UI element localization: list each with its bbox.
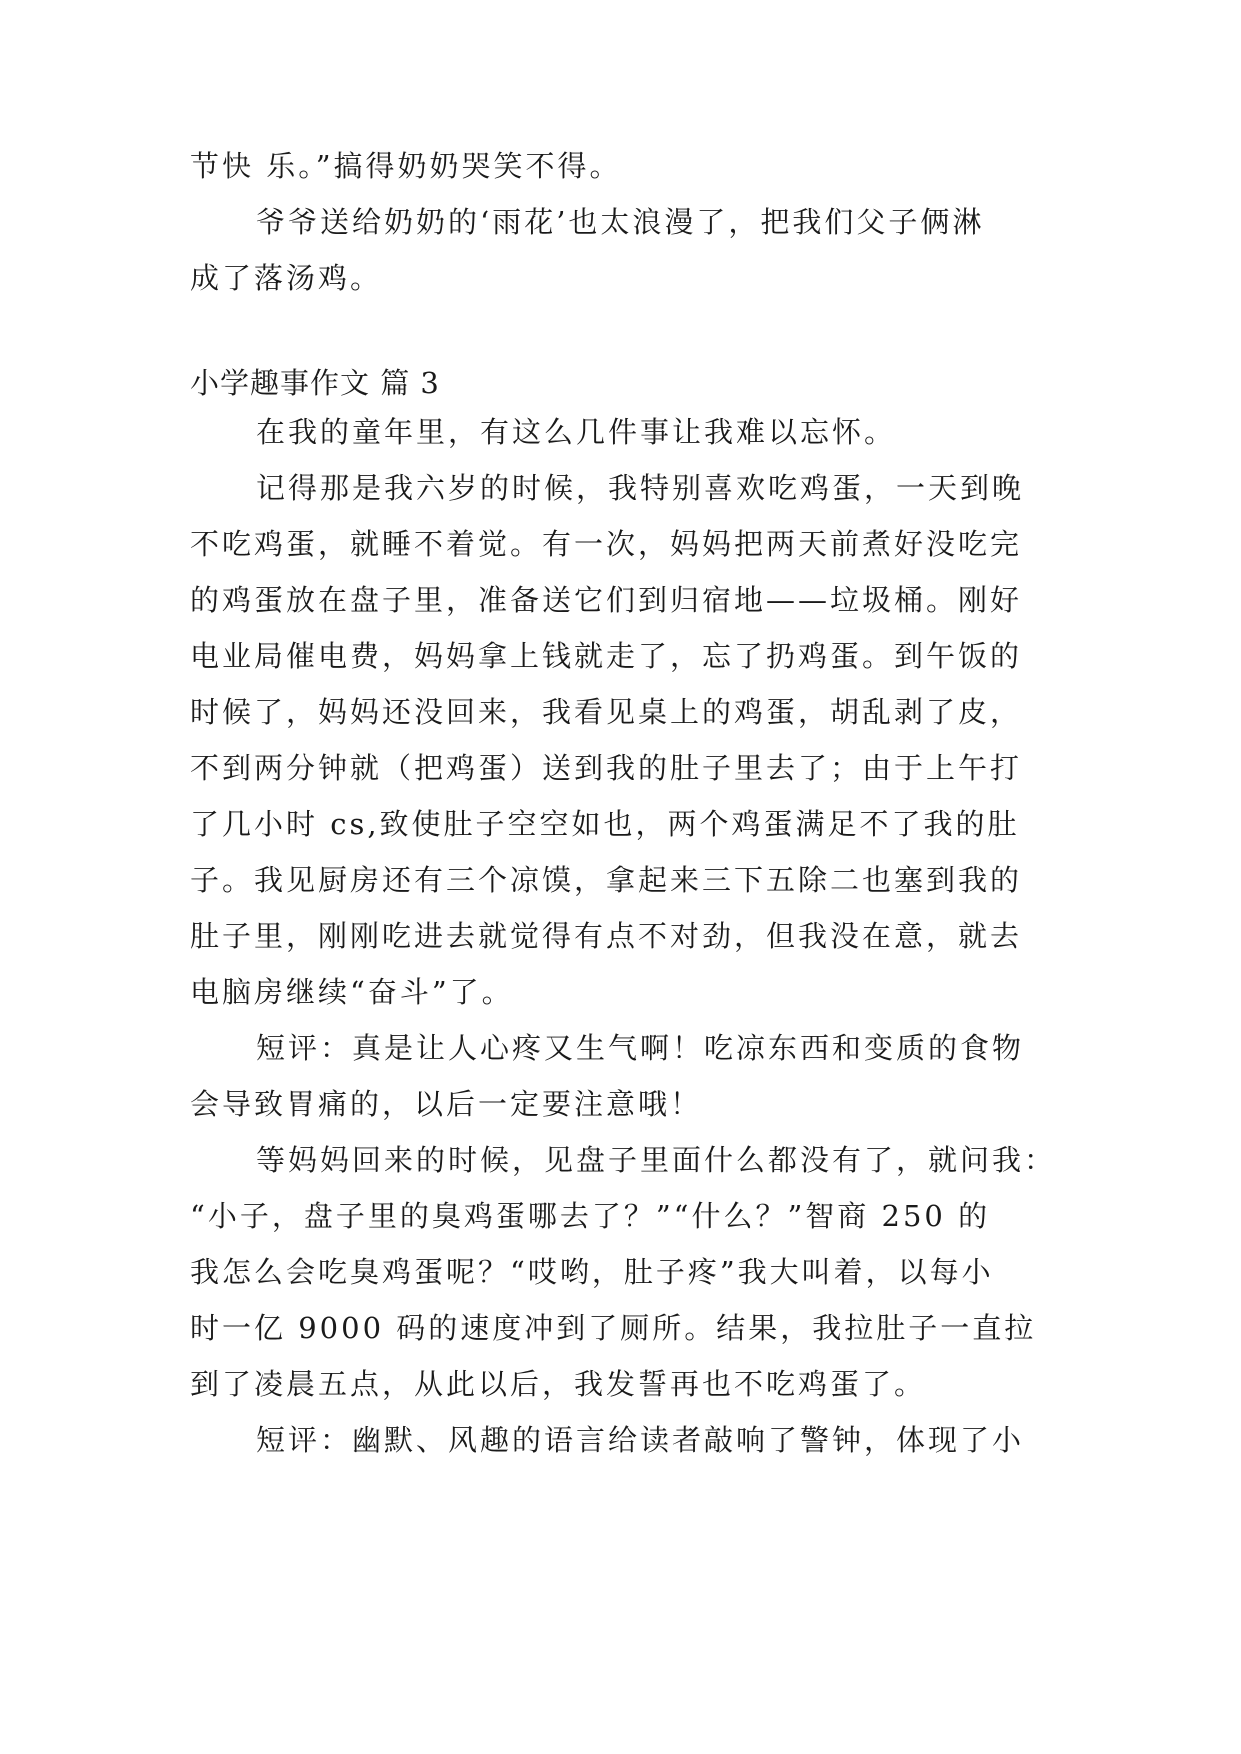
text-line-9: 电业局催电费，妈妈拿上钱就走了，忘了扔鸡蛋。到午饭的 xyxy=(190,639,1023,673)
text-line-3: 成了落汤鸡。 xyxy=(190,261,383,295)
text-line-2: 爷爷送给奶奶的‘雨花’也太浪漫了，把我们父子俩淋 xyxy=(256,205,985,239)
text-line-14: 肚子里，刚刚吃进去就觉得有点不对劲，但我没在意，就去 xyxy=(190,919,1023,953)
text-line-20: 我怎么会吃臭鸡蛋呢？“哎哟，肚子疼”我大叫着，以每小 xyxy=(190,1255,994,1289)
text-line-8: 的鸡蛋放在盘子里，准备送它们到归宿地——垃圾桶。刚好 xyxy=(190,583,1023,617)
text-line-16: 短评：真是让人心疼又生气啊！吃凉东西和变质的食物 xyxy=(256,1031,1025,1065)
text-line-19: “小子，盘子里的臭鸡蛋哪去了？”“什么？”智商 250 的 xyxy=(190,1199,991,1233)
text-line-17: 会导致胃痛的，以后一定要注意哦！ xyxy=(190,1087,703,1121)
text-line-18: 等妈妈回来的时候，见盘子里面什么都没有了，就问我： xyxy=(256,1143,1057,1177)
text-line-10: 时候了，妈妈还没回来，我看见桌上的鸡蛋，胡乱剥了皮， xyxy=(190,695,1023,729)
text-line-23: 短评：幽默、风趣的语言给读者敲响了警钟，体现了小 xyxy=(256,1423,1025,1457)
text-line-5: 在我的童年里，有这么几件事让我难以忘怀。 xyxy=(256,415,897,449)
text-line-7: 不吃鸡蛋，就睡不着觉。有一次，妈妈把两天前煮好没吃完 xyxy=(190,527,1023,561)
text-line-12: 了几小时 cs,致使肚子空空如也，两个鸡蛋满足不了我的肚 xyxy=(190,807,1020,841)
text-line-11: 不到两分钟就（把鸡蛋）送到我的肚子里去了；由于上午打 xyxy=(190,751,1023,785)
text-line-6: 记得那是我六岁的时候，我特别喜欢吃鸡蛋，一天到晚 xyxy=(256,471,1025,505)
text-line-15: 电脑房继续“奋斗”了。 xyxy=(190,975,514,1009)
text-line-21: 时一亿 9000 码的速度冲到了厕所。结果，我拉肚子一直拉 xyxy=(190,1311,1037,1345)
text-line-22: 到了凌晨五点，从此以后，我发誓再也不吃鸡蛋了。 xyxy=(190,1367,927,1401)
text-line-13: 子。我见厨房还有三个凉馍，拿起来三下五除二也塞到我的 xyxy=(190,863,1023,897)
section-heading: 小学趣事作文 篇 3 xyxy=(190,366,440,400)
text-line-1: 节快 乐。”搞得奶奶哭笑不得。 xyxy=(190,149,622,183)
